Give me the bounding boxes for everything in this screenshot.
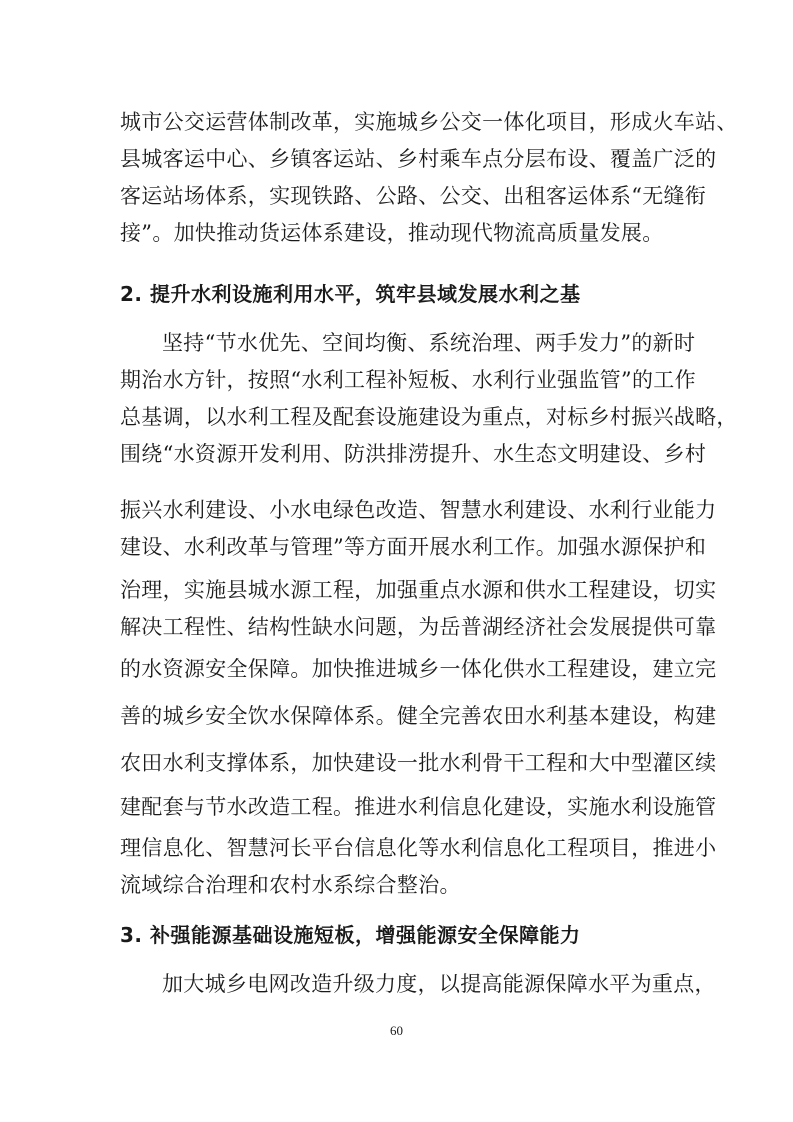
paragraph-2-line-5: 振兴水利建设、小水电绿色改造、智慧水利建设、水利行业能力 xyxy=(120,498,717,522)
paragraph-2-line-7: 治理，实施县城水源工程，加强重点水源和供水工程建设，切实 xyxy=(120,578,717,602)
paragraph-2-line-4: 围绕“水资源开发利用、防洪排涝提升、水生态文明建设、乡村 xyxy=(120,442,707,466)
paragraph-2-line-1: 坚持“节水优先、空间均衡、系统治理、两手发力”的新时 xyxy=(162,331,696,355)
paragraph-3-line-1: 加大城乡电网改造升级力度，以提高能源保障水平为重点， xyxy=(162,972,716,996)
paragraph-2-line-9: 的水资源安全保障。加快推进城乡一体化供水工程建设，建立完 xyxy=(120,657,717,681)
paragraph-1-line-4: 接”。加快推动货运体系建设，推动现代物流高质量发展。 xyxy=(120,221,664,245)
paragraph-2-line-2: 期治水方针，按照“水利工程补短板、水利行业强监管”的工作 xyxy=(120,368,696,392)
paragraph-2-line-12: 建配套与节水改造工程。推进水利信息化建设，实施水利设施管 xyxy=(120,795,717,819)
page-number: 60 xyxy=(390,1023,403,1038)
paragraph-2-line-3: 总基调，以水利工程及配套设施建设为重点，对标乡村振兴战略， xyxy=(120,405,738,429)
paragraph-2-line-6: 建设、水利改革与管理”等方面开展水利工作。加强水源保护和 xyxy=(120,535,707,559)
paragraph-1-line-1: 城市公交运营体制改革，实施城乡公交一体化项目，形成火车站、 xyxy=(120,110,738,134)
paragraph-2-line-13: 理信息化、智慧河长平台信息化等水利信息化工程项目，推进小 xyxy=(120,836,717,860)
paragraph-2-line-14: 流域综合治理和农村水系综合整治。 xyxy=(120,873,461,897)
paragraph-2-line-10: 善的城乡安全饮水保障体系。健全完善农田水利基本建设，构建 xyxy=(120,704,717,728)
paragraph-2-line-8: 解决工程性、结构性缺水问题，为岳普湖经济社会发展提供可靠 xyxy=(120,615,717,639)
paragraph-2-line-11: 农田水利支撑体系，加快建设一批水利骨干工程和大中型灌区续 xyxy=(120,751,717,775)
paragraph-1-line-3: 客运站场体系，实现铁路、公路、公交、出租客运体系“无缝衔 xyxy=(120,184,707,208)
section-heading-2: 2. 提升水利设施利用水平，筑牢县域发展水利之基 xyxy=(120,282,581,306)
paragraph-1-line-2: 县城客运中心、乡镇客运站、乡村乘车点分层布设、覆盖广泛的 xyxy=(120,147,717,171)
section-heading-3: 3. 补强能源基础设施短板，增强能源安全保障能力 xyxy=(120,923,581,947)
